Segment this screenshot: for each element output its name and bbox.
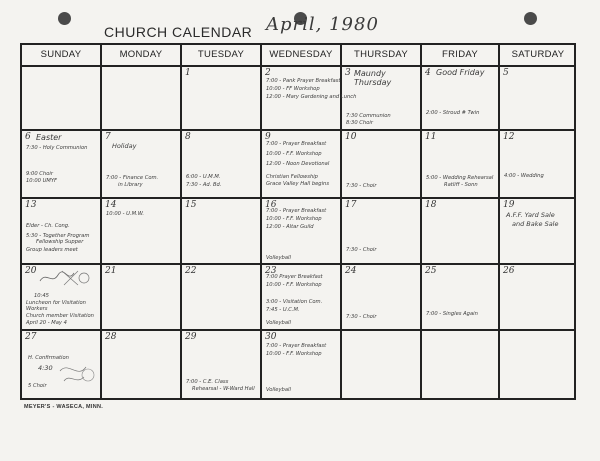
day-cell <box>22 265 100 329</box>
event-text: H. Confirmation <box>28 355 69 361</box>
weekday-wednesday: WEDNESDAY <box>269 49 333 60</box>
event-text: 4:00 - Wedding <box>504 173 544 179</box>
day-cell <box>182 131 260 197</box>
day-cell <box>102 131 180 197</box>
event-text: 10:00 - FF Workshop <box>266 86 320 92</box>
event-text: 12:00 - Mary Gardening and Lunch <box>266 94 357 100</box>
event-text: Church member Visitation <box>26 313 94 319</box>
punch-hole <box>524 12 537 25</box>
weekday-thursday: THURSDAY <box>354 49 408 60</box>
day-number: 14 <box>105 200 117 210</box>
event-text: 5:30 - Together Program <box>26 233 90 239</box>
weekday-friday: FRIDAY <box>442 49 478 60</box>
day-cell <box>342 131 420 197</box>
day-cell <box>500 67 576 129</box>
day-cell <box>182 265 260 329</box>
event-text: Ratliff - Sonn <box>444 182 478 188</box>
event-text: 12:00 - Noon Devotional <box>266 161 330 167</box>
event-text: 7:00 - Prayer Breakfast <box>266 141 327 147</box>
event-text: 5 Choir <box>28 383 47 389</box>
day-number: 9 <box>265 132 271 142</box>
event-text: Holiday <box>112 142 137 150</box>
day-number: 17 <box>345 200 357 210</box>
day-cell <box>342 67 420 129</box>
day-cell <box>262 131 340 197</box>
day-cell <box>500 265 576 329</box>
day-number: 4 <box>425 68 431 78</box>
day-number: 24 <box>345 266 357 276</box>
day-cell <box>422 199 498 263</box>
day-number: 13 <box>25 200 37 210</box>
day-number: 8 <box>185 132 191 142</box>
event-text: Good Friday <box>436 68 485 77</box>
day-cell <box>262 265 340 329</box>
event-text: 7:00 - C.E. Class <box>186 379 229 385</box>
weekday-monday: MONDAY <box>119 49 163 60</box>
day-number: 10 <box>345 132 357 142</box>
day-number: 1 <box>185 68 191 78</box>
handwritten-scribble <box>56 359 96 387</box>
event-text: 7:00 - Pank Prayer Breakfast <box>266 78 341 84</box>
event-text: 7:30 - Holy Communion <box>26 145 88 151</box>
event-text: Volleyball <box>266 320 291 326</box>
weekday-sunday: SUNDAY <box>40 49 82 60</box>
day-number: 19 <box>503 200 515 210</box>
calendar-title: CHURCH CALENDAR <box>104 24 253 40</box>
handwritten-scribble <box>38 267 94 289</box>
event-text: 7:30 - Choir <box>346 247 377 253</box>
day-number: 5 <box>503 68 509 78</box>
day-number: 2 <box>265 68 271 78</box>
event-text: Elder - Ch. Cong. <box>26 223 70 229</box>
punch-hole <box>58 12 71 25</box>
event-text: 10:45 <box>34 293 49 299</box>
event-text: 7:30 - Ad. Bd. <box>186 182 222 188</box>
event-text: 7:00 - Singles Again <box>426 311 478 317</box>
event-text: 7:00 - Prayer Breakfast <box>266 208 327 214</box>
day-number: 18 <box>425 200 437 210</box>
day-number: 26 <box>503 266 515 276</box>
month-label: April, 1980 <box>266 14 379 35</box>
event-text: 7:30 - Choir <box>346 183 377 189</box>
event-text: 12:00 - Altar Guild <box>266 224 314 230</box>
event-text: A.F.F. Yard Sale <box>506 211 555 219</box>
day-cell <box>342 265 420 329</box>
event-text: 4:30 <box>38 364 53 372</box>
day-cell <box>102 331 180 398</box>
day-number: 23 <box>265 266 277 276</box>
day-cell <box>102 265 180 329</box>
day-number: 27 <box>25 332 37 342</box>
event-text: Volleyball <box>266 387 291 393</box>
event-text: and Bake Sale <box>512 220 559 228</box>
event-text: in Library <box>118 182 143 188</box>
event-text: Christian Fellowship <box>266 174 318 180</box>
day-number: 20 <box>25 266 37 276</box>
day-number: 30 <box>265 332 277 342</box>
event-text: 2:00 - Stroud # Twin <box>426 110 480 116</box>
day-number: 3 <box>345 68 351 78</box>
event-text: 7:00 - Finance Com. <box>106 175 159 181</box>
event-text: 7:45 - U.C.M. <box>266 307 300 313</box>
event-text: Easter <box>36 133 62 142</box>
day-number: 22 <box>185 266 197 276</box>
event-text: April 20 - May 4 <box>26 320 67 326</box>
day-number: 28 <box>105 332 117 342</box>
event-text: Volleyball <box>266 255 291 261</box>
calendar-grid <box>20 43 576 400</box>
event-text: Rehearsal - W-Ward Hall <box>192 386 255 392</box>
event-text: 7:30 Communion <box>346 113 391 119</box>
event-text: 7:00 Prayer Breakfast <box>266 274 323 280</box>
day-number: 11 <box>425 132 437 142</box>
event-text: Group leaders meet <box>26 247 78 253</box>
day-cell <box>182 331 260 398</box>
day-cell <box>102 199 180 263</box>
day-cell <box>422 265 498 329</box>
event-text: 10:00 UMYF <box>26 178 58 184</box>
day-number: 25 <box>425 266 437 276</box>
event-text: 5:00 - Wedding Rehearsal <box>426 175 494 181</box>
day-number: 21 <box>105 266 117 276</box>
event-text: Grace Valley Hall begins <box>266 181 330 187</box>
day-cell <box>262 331 340 398</box>
day-number: 6 <box>25 132 31 142</box>
event-text: 9:00 Choir <box>26 171 53 177</box>
event-text: 8:30 Choir <box>346 120 373 126</box>
day-number: 7 <box>105 132 111 142</box>
weekday-tuesday: TUESDAY <box>197 49 245 60</box>
weekday-header-row <box>22 45 574 67</box>
day-cell <box>22 199 100 263</box>
day-cell <box>22 331 100 398</box>
event-text: Fellowship Supper <box>36 239 84 245</box>
event-text: 7:30 - Choir <box>346 314 377 320</box>
event-text: Luncheon for Visitation Workers <box>26 300 86 312</box>
event-text: 10:00 - F.F. Workshop <box>266 282 322 288</box>
event-text: 3:00 - Visitation Com. <box>266 299 323 305</box>
event-text: 7:00 - Prayer Breakfast <box>266 343 327 349</box>
day-number: 16 <box>265 200 277 210</box>
day-cell <box>262 67 357 129</box>
event-text: 6:00 - U.M.M. <box>186 174 221 180</box>
day-cell <box>500 199 576 263</box>
day-cell <box>182 67 260 129</box>
day-cell <box>422 67 498 129</box>
day-number: 15 <box>185 200 197 210</box>
day-cell <box>342 199 420 263</box>
weekday-saturday: SATURDAY <box>511 49 565 60</box>
event-text: 10:00 - F.F. Workshop <box>266 351 322 357</box>
event-text: 10:00 - F.F. Workshop <box>266 151 322 157</box>
day-cell <box>500 131 576 197</box>
day-cell <box>262 199 340 263</box>
day-cell <box>422 131 498 197</box>
day-cell <box>22 131 100 197</box>
day-number: 29 <box>185 332 197 342</box>
event-text: 10:00 - F.F. Workshop <box>266 216 322 222</box>
day-number: 12 <box>503 132 515 142</box>
printer-imprint: MEYER'S - WASECA, MINN. <box>24 404 104 410</box>
event-text: Maundy Thursday <box>354 69 392 87</box>
event-text: 10:00 - U.M.W. <box>106 211 145 217</box>
day-cell <box>182 199 260 263</box>
